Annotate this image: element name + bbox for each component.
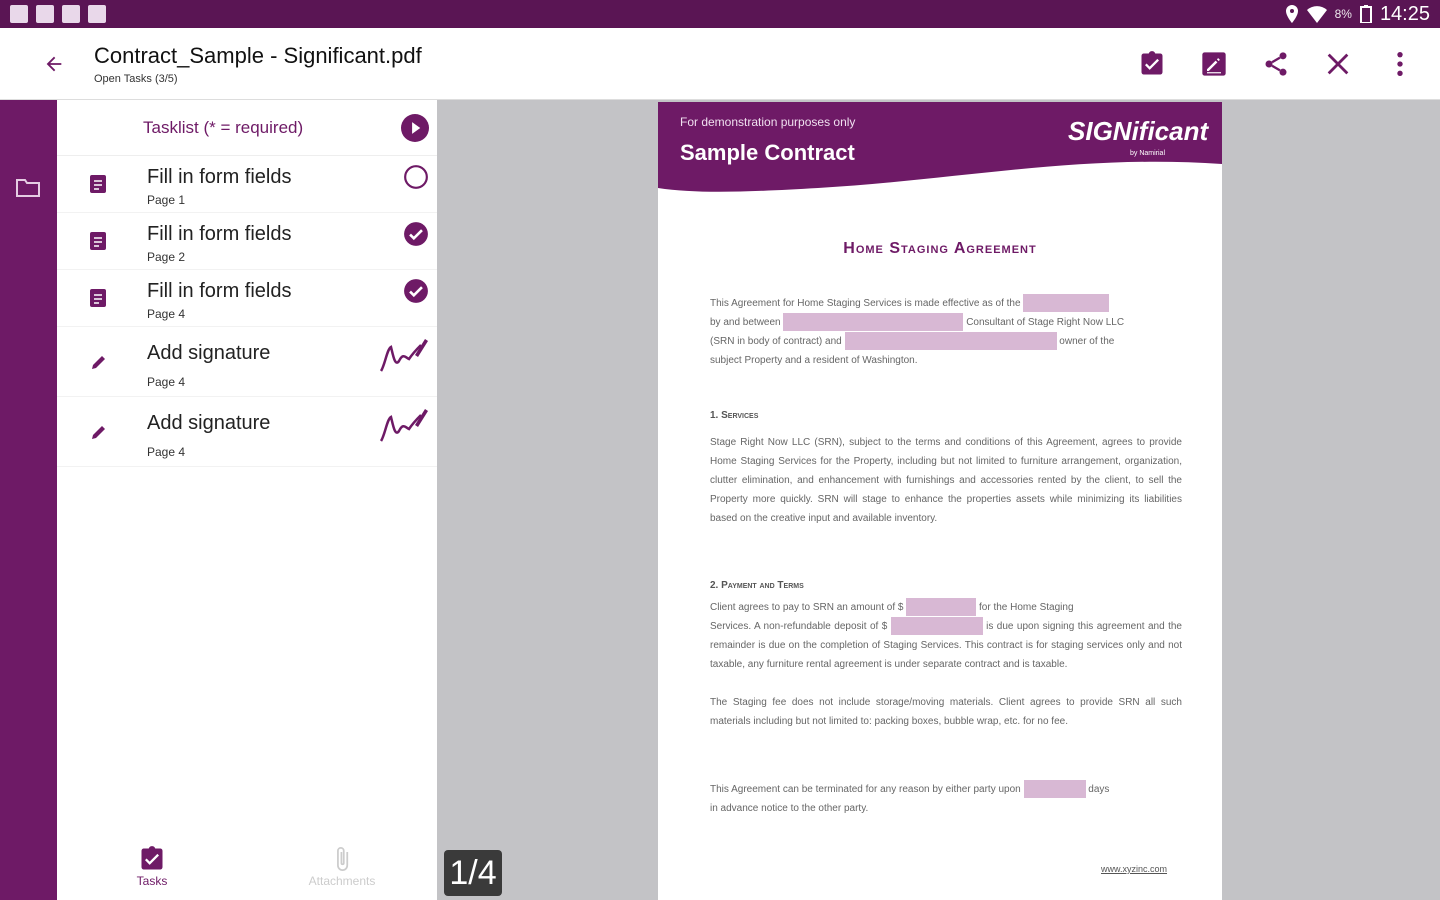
task-item[interactable] [57,327,437,397]
tab-attachments[interactable] [247,838,437,900]
side-rail [0,100,57,900]
close-action-button[interactable] [1322,48,1354,80]
agreement-title: Home Staging Agreement [843,240,1037,257]
more-vert-icon [1386,50,1414,78]
document-banner-text [658,102,1222,198]
task-page: Page 4 [147,445,186,459]
intro-text: This Agreement for Home Staging Services is made effective as of the [710,298,1021,309]
signature-icon [379,335,429,375]
deposit-field[interactable] [891,617,983,635]
battery-percent: 8% [1334,7,1352,21]
tab-tasks[interactable] [57,838,247,900]
system-status [1285,3,1430,26]
arrow-back-icon [43,53,65,75]
section-services-title: 1. Services [710,410,759,421]
amount-field[interactable] [906,598,976,616]
task-name: Add signature [147,412,271,434]
payment-text: agreement and the remainder is due on the completion of Staging Services. This contract is for staging services only and not taxable, any furniture rental agreement is under separate contract and is taxable. [710,621,1182,670]
form-fields-icon [89,288,107,308]
payment-paragraph [710,598,1182,674]
logo-by: by Namirial [1130,150,1166,157]
consultant-field[interactable] [783,313,963,331]
open-tasks-count: Open Tasks (3/5) [94,72,178,85]
dropbox-notification-icon [36,5,54,23]
intro-paragraph [710,294,1182,370]
payment-text: for the Home Staging [979,602,1074,613]
toolbar-actions [1136,28,1416,100]
edit-action-button[interactable] [1198,48,1230,80]
pen-icon [89,422,109,442]
task-page: Page 4 [147,307,186,321]
app-bar [0,28,1440,100]
payment-text: Client agrees to pay to SRN an amount of $ [710,602,904,613]
title-block [94,43,422,85]
tab-tasks-label: Tasks [136,874,168,888]
status-bar [0,0,1440,28]
download-notification-icon [62,5,80,23]
termination-text: in advance notice to the other party. [710,803,869,814]
pdf-page[interactable] [658,102,1222,900]
gallery-notification-icon [10,5,28,23]
edit-square-icon [1200,50,1228,78]
demo-note: For demonstration purposes only [680,115,856,129]
form-fields-icon [89,231,107,251]
task-item[interactable] [57,270,437,327]
battery-icon [1360,5,1372,23]
footer-url[interactable]: www.xyzinc.com [1101,864,1168,874]
pen-icon [89,352,109,372]
task-page: Page 4 [147,375,186,389]
intro-text: Consultant of Stage Right Now LLC [966,317,1125,328]
clock: 14:25 [1379,2,1430,25]
task-name: Fill in form fields [147,223,292,245]
document-title: Contract_Sample - Significant.pdf [94,42,422,68]
clipboard-check-icon [138,844,166,874]
fee-paragraph: The Staging fee does not include storage/moving materials. Client agrees to provide SRN all such materials including but not limited to: packing boxes, bubble wrap, etc. for no fee. [710,697,1182,727]
termination-text: days [1088,784,1110,795]
share-action-button[interactable] [1260,48,1292,80]
tasklist-panel [57,100,437,900]
task-item[interactable] [57,213,437,270]
task-done-check-icon [403,278,429,304]
folder-icon [15,176,41,198]
share-icon [1262,50,1290,78]
paperclip-icon [328,844,356,874]
notification-icons [10,5,106,23]
task-done-check-icon [403,221,429,247]
tasks-action-button[interactable] [1136,48,1168,80]
payment-text: Services. A non-refundable deposit of $ [710,621,888,632]
intro-text: (SRN in body of contract) and [710,336,842,347]
task-item[interactable] [57,397,437,467]
back-button[interactable] [26,28,82,100]
services-paragraph: Stage Right Now LLC (SRN), subject to the terms and conditions of this Agreement, agrees to provide Home Staging Services for the Property, including but not limited to furniture arrangement, organization, clutter elimination, and enhancement with furnishings and accessories rented by the client, to sell the Property more quickly. SRN will stage to enhance the properties assets while minimizing its liabilities based on the creative input and available inventory. [710,437,1182,524]
intro-text: owner of the [1059,336,1115,347]
task-name: Fill in form fields [147,280,292,302]
significant-logo: SIGNificant [1068,116,1209,146]
signature-icon [379,405,429,445]
flipboard-notification-icon [88,5,106,23]
wifi-icon [1307,5,1327,23]
document-heading: Sample Contract [680,140,855,165]
payment-text: is due upon signing this [986,621,1094,632]
section-payment-title: 2. Payment and Terms [710,580,804,591]
intro-text: by and between [710,317,781,328]
date-field[interactable] [1023,294,1109,312]
task-open-circle-icon [403,164,429,190]
owner-field[interactable] [845,332,1057,350]
more-options-button[interactable] [1384,48,1416,80]
days-field[interactable] [1024,780,1086,798]
tasklist-header [57,100,437,156]
task-name: Fill in form fields [147,166,292,188]
task-name: Add signature [147,342,271,364]
play-circle-icon[interactable] [401,114,429,142]
task-item[interactable] [57,156,437,213]
intro-text: subject Property and a resident of Washington. [710,355,918,366]
folder-button[interactable] [15,176,41,203]
tasklist-title: Tasklist (* = required) [143,117,304,137]
task-page: Page 1 [147,193,186,207]
clipboard-check-icon [1138,50,1166,78]
bottom-tabs [57,838,437,900]
tab-attachments-label: Attachments [308,874,376,888]
close-icon [1324,50,1352,78]
termination-paragraph [710,780,1182,818]
task-page: Page 2 [147,250,186,264]
location-icon [1285,5,1299,23]
form-fields-icon [89,174,107,194]
page-indicator: 1/4 [444,850,502,896]
termination-text: This Agreement can be terminated for any reason by either party upon [710,784,1021,795]
